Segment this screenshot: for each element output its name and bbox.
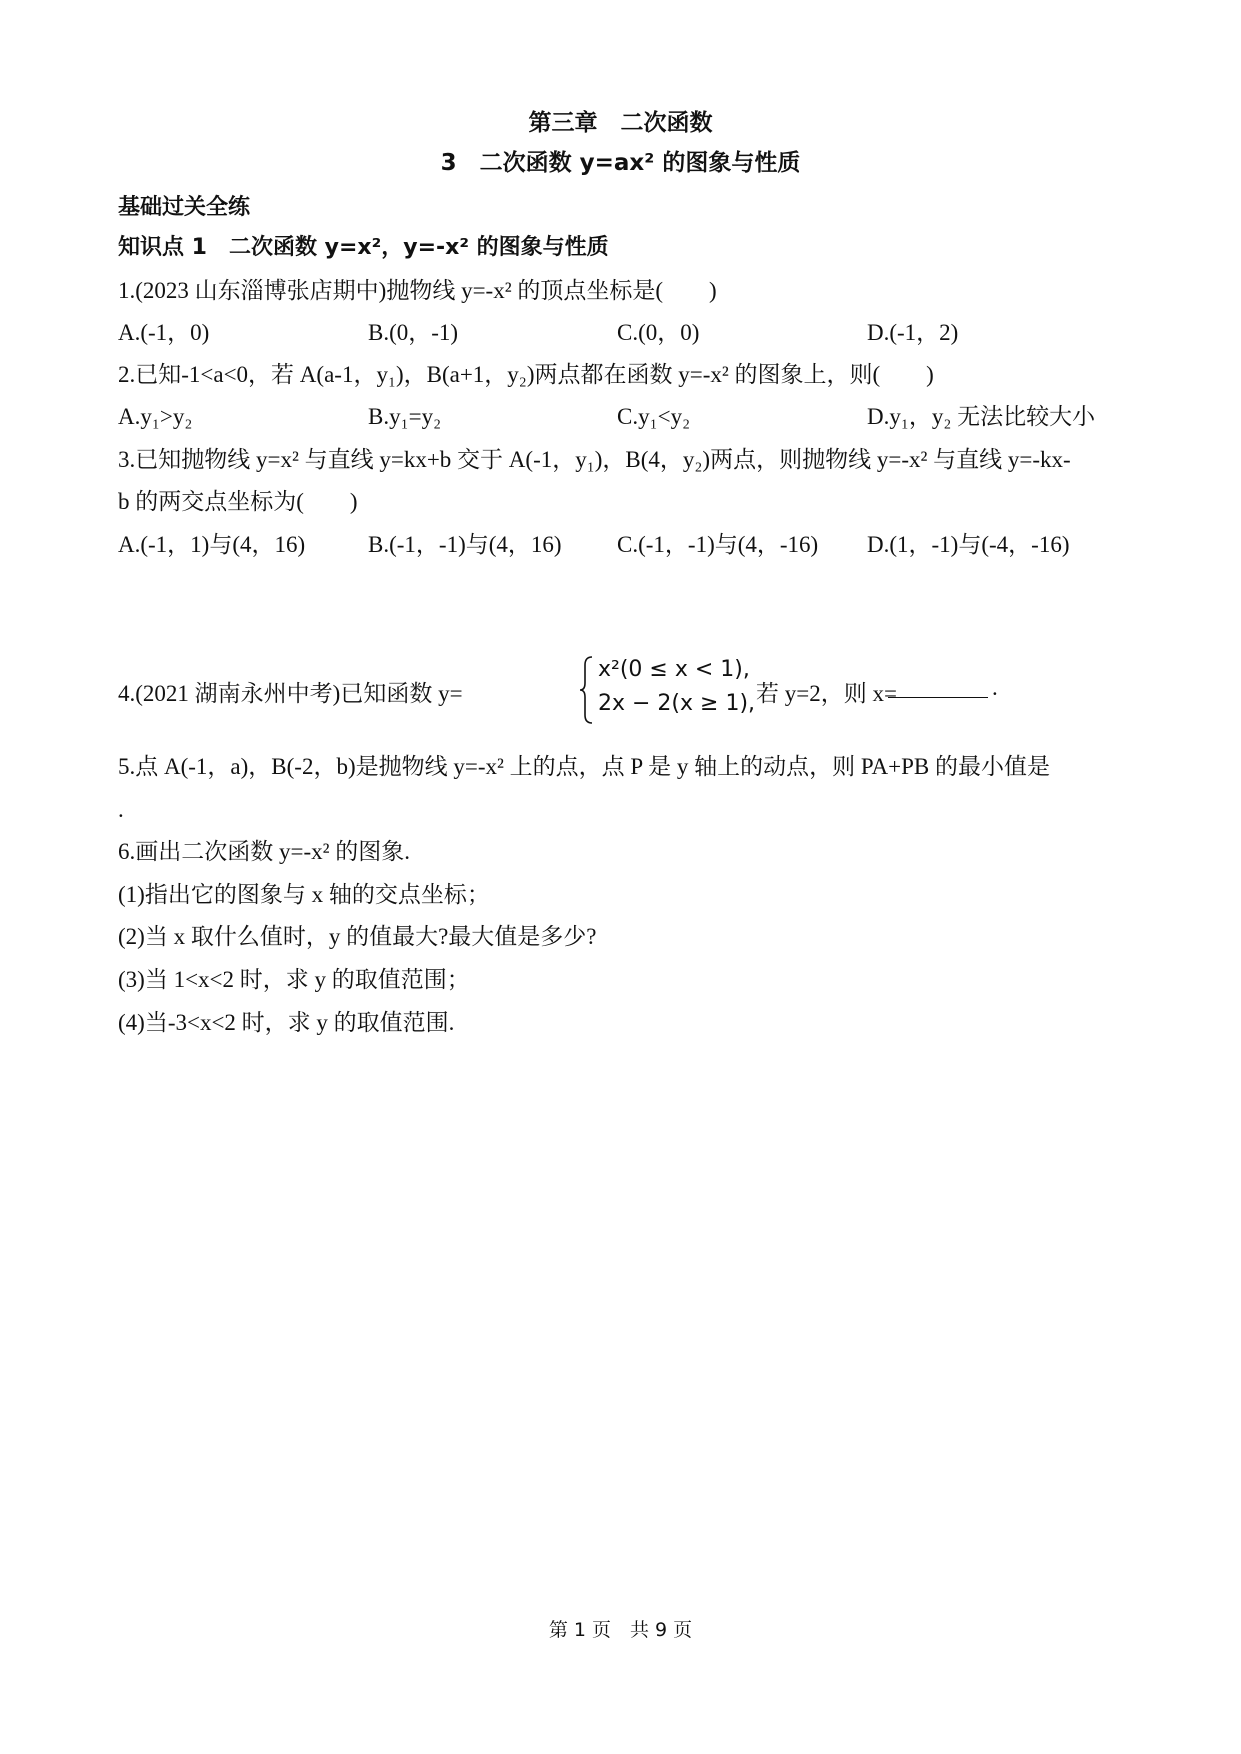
question-1-option-d: D.(-1，2) (867, 320, 959, 345)
question-5-stem-line-2: . (118, 797, 124, 822)
question-1-option-b: B.(0，-1) (368, 320, 459, 345)
question-2-option-b: B.y₁=y₂ (368, 404, 442, 429)
question-4-stem-suffix: 若 y=2，则 x= (756, 681, 897, 706)
question-1-stem: 1.(2023 山东淄博张店期中)抛物线 y=-x² 的顶点坐标是( ) (118, 278, 717, 303)
question-3-stem-line-1: 3.已知抛物线 y=x² 与直线 y=kx+b 交于 A(-1，y₁)，B(4，y₂)两点，则抛物线 y=-x² 与直线 y=-kx- (118, 447, 1071, 472)
question-6-part-1: (1)指出它的图象与 x 轴的交点坐标； (118, 882, 490, 907)
question-1-option-a: A.(-1，0) (118, 320, 210, 345)
question-5-stem: 5.点 A(-1，a)，B(-2，b)是抛物线 y=-x² 上的点，点 P 是 y 轴上的动点，则 PA+PB 的最小值是 (118, 754, 1050, 779)
question-2-option-a: A.y₁>y₂ (118, 404, 193, 429)
question-4-stem-end: . (992, 675, 998, 700)
page-footer: 第 1 页 共 9 页 (548, 1619, 693, 1641)
question-6-stem: 6.画出二次函数 y=-x² 的图象. (118, 839, 411, 864)
question-3-option-c: C.(-1，-1)与(4，-16) (617, 532, 819, 557)
knowledge-point-heading: 知识点 1 二次函数 y=x²，y=-x² 的图象与性质 (118, 235, 609, 260)
section-title: 3 二次函数 y=ax² 的图象与性质 (440, 150, 801, 176)
chapter-title: 第三章 二次函数 (528, 110, 713, 136)
question-4-stem-prefix: 4.(2021 湖南永州中考)已知函数 y= (118, 681, 463, 706)
left-brace-icon (578, 655, 594, 725)
question-3-option-d: D.(1，-1)与(-4，-16) (867, 532, 1070, 557)
section-heading: 基础过关全练 (118, 195, 251, 220)
question-6-part-3: (3)当 1<x<2 时，求 y 的取值范围； (118, 967, 470, 992)
question-2-option-d: D.y₁，y₂ 无法比较大小 (867, 404, 1096, 429)
question-2-option-c: C.y₁<y₂ (617, 404, 691, 429)
question-6-part-4: (4)当-3<x<2 时，求 y 的取值范围. (118, 1010, 455, 1035)
question-3-stem-line-2: b 的两交点坐标为( ) (118, 489, 358, 514)
question-2-stem: 2.已知-1<a<0，若 A(a-1，y₁)，B(a+1，y₂)两点都在函数 y=-x² 的图象上，则( ) (118, 362, 934, 387)
question-3-option-a: A.(-1，1)与(4，16) (118, 532, 306, 557)
question-6-part-2: (2)当 x 取什么值时，y 的值最大?最大值是多少? (118, 924, 597, 949)
question-4-answer-blank (888, 675, 988, 704)
question-1-option-c: C.(0，0) (617, 320, 700, 345)
question-4-case-2: 2x − 2(x ≥ 1), (598, 691, 756, 716)
question-4-case-1: x²(0 ≤ x < 1), (598, 657, 750, 682)
question-3-option-b: B.(-1，-1)与(4，16) (368, 532, 562, 557)
